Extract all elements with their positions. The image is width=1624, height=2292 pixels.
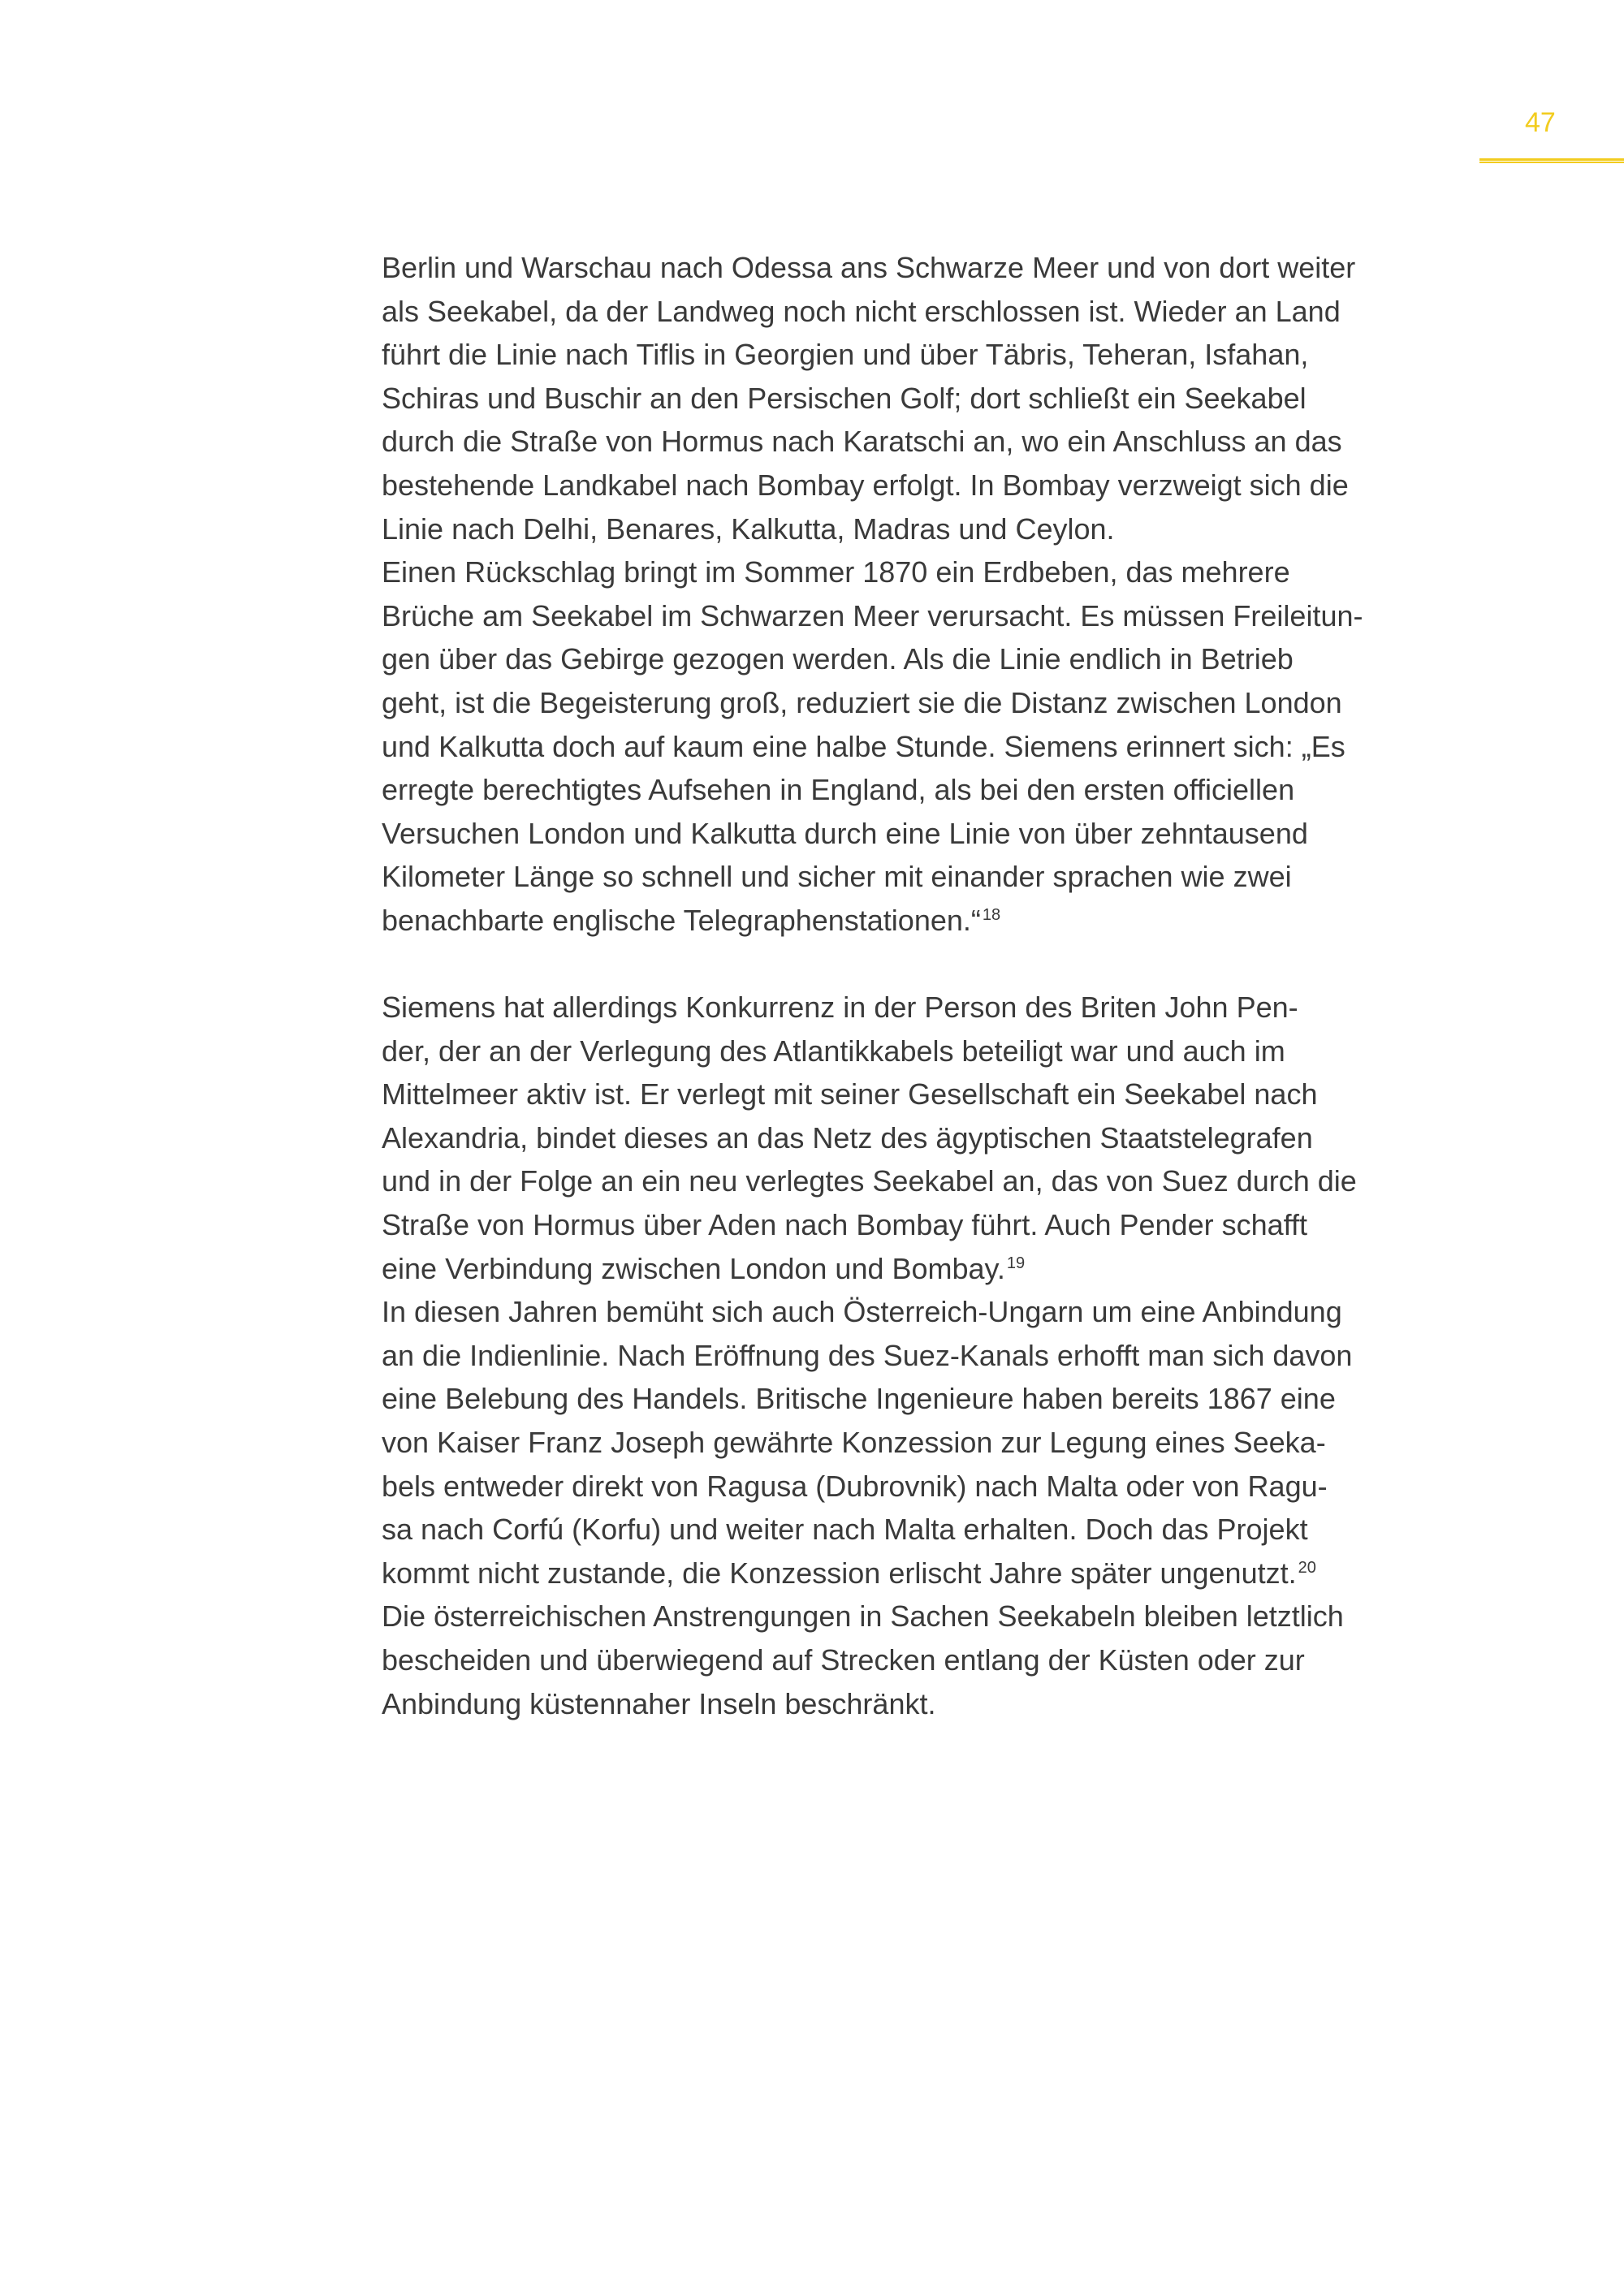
text-line: [382, 377, 1486, 421]
body-text: [382, 246, 1486, 1725]
footnote-reference: 20: [1298, 1558, 1316, 1577]
text-line: [382, 681, 1486, 725]
text-line: [382, 1595, 1486, 1638]
paragraph-gap: [382, 943, 1486, 986]
footnote-reference: 18: [982, 905, 1001, 924]
text-line: [382, 1638, 1486, 1682]
line-text: Brüche am Seekabel im Schwarzen Meer verursacht. Es müssen Freileitun-: [382, 598, 1363, 632]
text-line: [382, 768, 1486, 812]
text-line: [382, 1682, 1486, 1726]
line-text: Siemens hat allerdings Konkurrenz in der Person des Briten John Pen-: [382, 991, 1298, 1025]
line-text: durch die Straße von Hormus nach Karatschi an, wo ein Anschluss an das: [382, 425, 1342, 459]
text-line: [382, 1159, 1486, 1203]
footnote-reference: 19: [1006, 1254, 1026, 1272]
line-text: gen über das Gebirge gezogen werden. Als die Linie endlich in Betrieb: [382, 642, 1294, 676]
paragraph: [382, 246, 1486, 943]
line-text: bescheiden und überwiegend auf Strecken entlang der Küsten oder zur: [382, 1643, 1305, 1677]
line-text: Die österreichischen Anstrengungen in Sachen Seekabeln bleiben letztlich: [382, 1599, 1344, 1634]
line-text: Einen Rückschlag bringt im Sommer 1870 ein Erdbeben, das mehrere: [382, 555, 1290, 589]
text-line: [382, 550, 1486, 594]
text-line: [382, 1334, 1486, 1378]
text-line: [382, 1029, 1486, 1073]
text-line: [382, 725, 1486, 769]
paragraph: [382, 986, 1486, 1725]
text-line: [382, 899, 1486, 943]
line-text: Anbindung küstennaher Inseln beschränkt.: [382, 1686, 936, 1720]
line-text: und Kalkutta doch auf kaum eine halbe Stunde. Siemens erinnert sich: „Es: [382, 729, 1345, 763]
text-line: [382, 1421, 1486, 1465]
line-text: Linie nach Delhi, Benares, Kalkutta, Madras und Ceylon.: [382, 511, 1115, 546]
line-text: an die Indienlinie. Nach Eröffnung des Suez-Kanals erhofft man sich davon: [382, 1338, 1353, 1372]
line-text: eine Verbindung zwischen London und Bombay.: [382, 1251, 1005, 1285]
text-line: [382, 507, 1486, 551]
text-line: [382, 1552, 1486, 1595]
line-text: als Seekabel, da der Landweg noch nicht erschlossen ist. Wieder an Land: [382, 294, 1341, 328]
line-text: Berlin und Warschau nach Odessa ans Schwarze Meer und von dort weiter: [382, 251, 1356, 284]
line-text: führt die Linie nach Tiflis in Georgien und über Täbris, Teheran, Isfahan,: [382, 338, 1309, 372]
text-line: [382, 1247, 1486, 1291]
text-line: [382, 290, 1486, 334]
line-text: Alexandria, bindet dieses an das Netz des ägyptischen Staatstelegrafen: [382, 1120, 1313, 1155]
text-line: [382, 464, 1486, 507]
line-text: eine Belebung des Handels. Britische Ingenieure haben bereits 1867 eine: [382, 1382, 1336, 1416]
line-text: Straße von Hormus über Aden nach Bombay führt. Auch Pender schafft: [382, 1208, 1307, 1242]
text-line: [382, 637, 1486, 681]
text-line: [382, 246, 1486, 290]
text-line: [382, 1377, 1486, 1421]
text-line: [382, 1290, 1486, 1334]
text-line: [382, 1203, 1486, 1247]
line-text: von Kaiser Franz Joseph gewährte Konzession zur Legung eines Seeka-: [382, 1426, 1326, 1460]
line-text: Kilometer Länge so schnell und sicher mit einander sprachen wie zwei: [382, 860, 1292, 894]
line-text: In diesen Jahren bemüht sich auch Österreich-Ungarn um eine Anbindung: [382, 1295, 1342, 1329]
line-text: geht, ist die Begeisterung groß, reduziert sie die Distanz zwischen London: [382, 685, 1342, 719]
text-line: [382, 812, 1486, 856]
line-text: Mittelmeer aktiv ist. Er verlegt mit seiner Gesellschaft ein Seekabel nach: [382, 1077, 1318, 1111]
line-text: sa nach Corfú (Korfu) und weiter nach Malta erhalten. Doch das Projekt: [382, 1513, 1308, 1547]
line-text: bels entweder direkt von Ragusa (Dubrovnik) nach Malta oder von Ragu-: [382, 1469, 1328, 1503]
text-line: [382, 594, 1486, 638]
text-line: [382, 986, 1486, 1029]
text-line: [382, 1465, 1486, 1509]
text-line: [382, 1116, 1486, 1160]
line-text: Versuchen London und Kalkutta durch eine Linie von über zehntausend: [382, 816, 1308, 850]
line-text: benachbarte englische Telegraphenstationen.“: [382, 903, 981, 937]
line-text: der, der an der Verlegung des Atlantikkabels beteiligt war und auch im: [382, 1034, 1285, 1068]
text-line: [382, 1073, 1486, 1116]
line-text: kommt nicht zustande, die Konzession erlischt Jahre später ungenutzt.: [382, 1556, 1297, 1590]
text-line: [382, 855, 1486, 899]
line-text: erregte berechtigtes Aufsehen in England, als bei den ersten officiellen: [382, 773, 1295, 807]
line-text: und in der Folge an ein neu verlegtes Seekabel an, das von Suez durch die: [382, 1164, 1357, 1198]
header-rule: [1479, 158, 1624, 163]
text-line: [382, 420, 1486, 464]
line-text: Schiras und Buschir an den Persischen Golf; dort schließt ein Seekabel: [382, 381, 1307, 415]
page-number: 47: [1525, 107, 1556, 138]
text-line: [382, 333, 1486, 377]
text-line: [382, 1508, 1486, 1552]
line-text: bestehende Landkabel nach Bombay erfolgt. In Bombay verzweigt sich die: [382, 468, 1349, 502]
